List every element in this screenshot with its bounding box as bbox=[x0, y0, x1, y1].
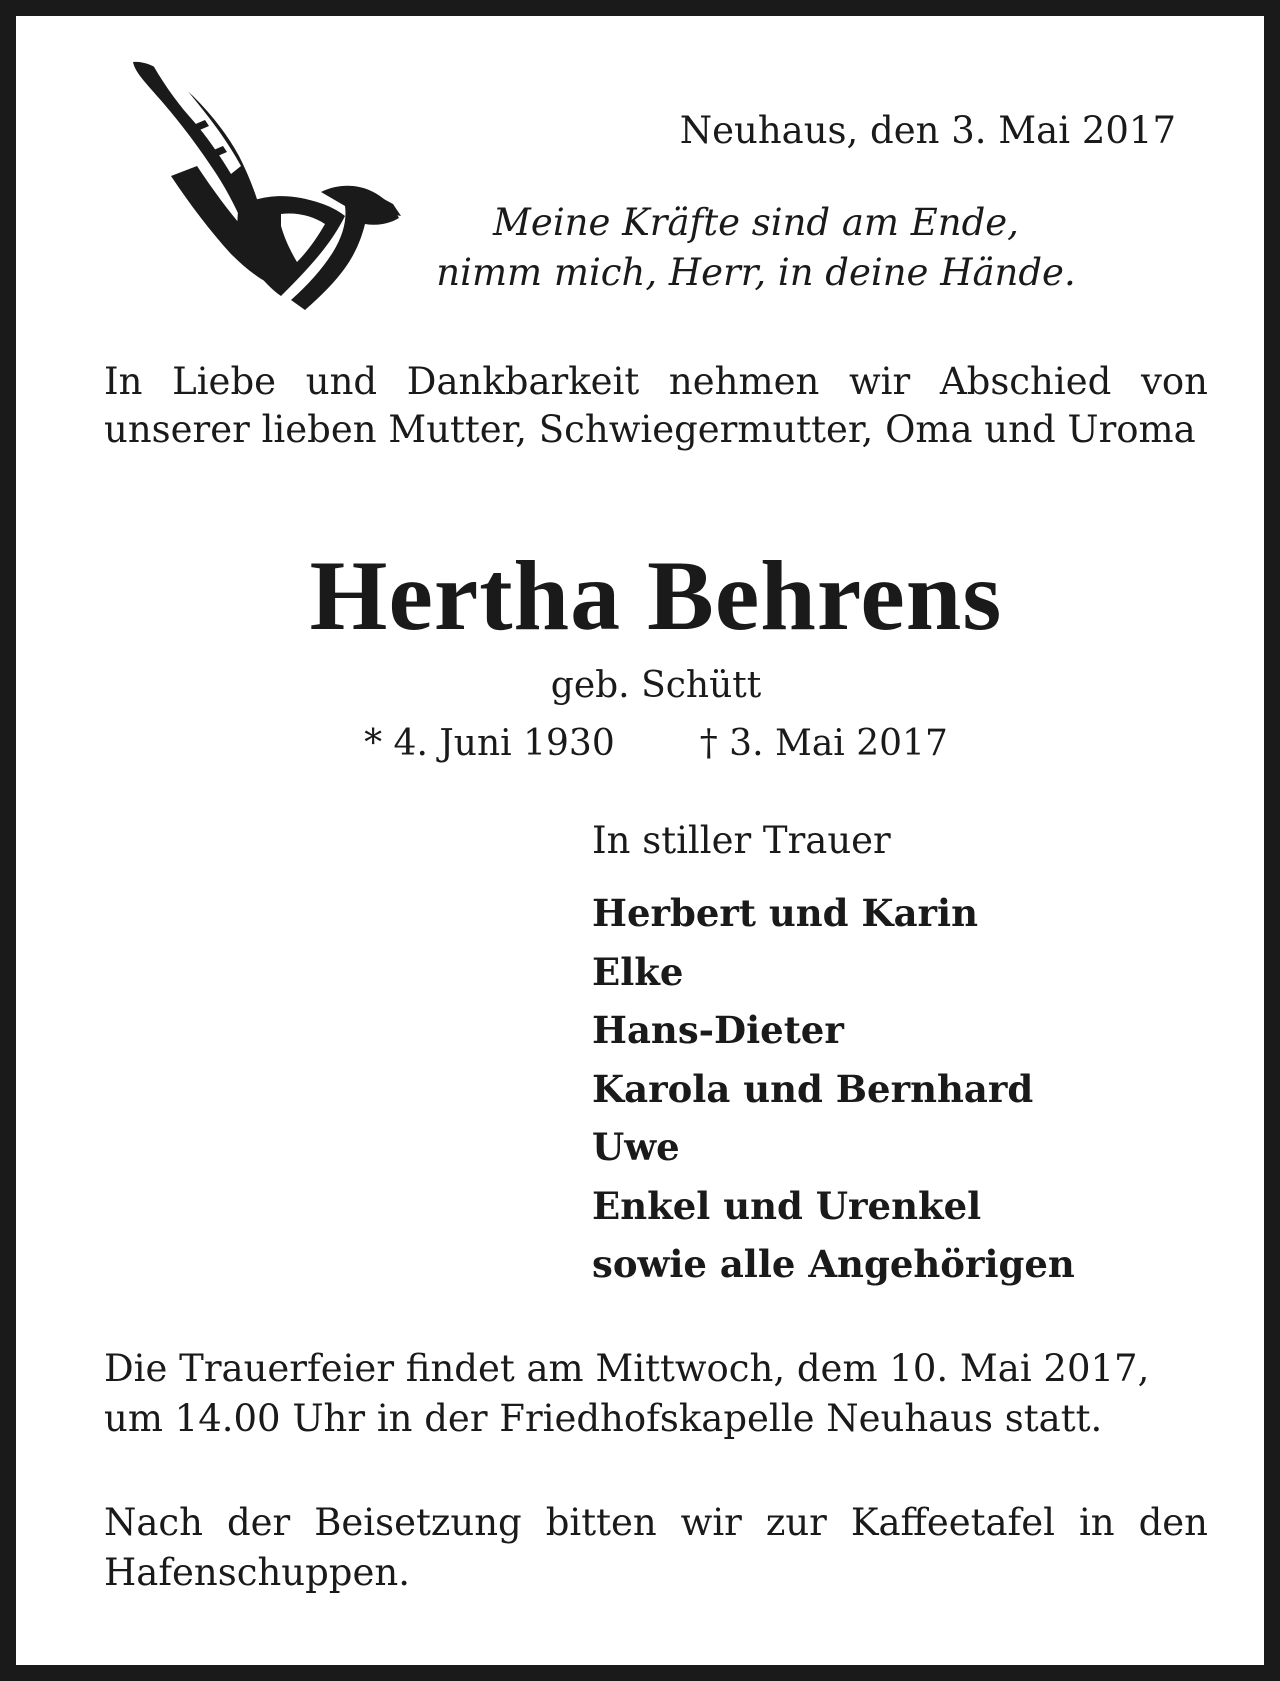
place-date: Neuhaus, den 3. Mai 2017 bbox=[679, 109, 1176, 152]
verse-line-1: Meine Kräfte sind am Ende, bbox=[493, 201, 1019, 244]
intro-text: In Liebe und Dankbarkeit nehmen wir Abschied von unserer lieben Mutter, Schwiegermutter, Oma und Uroma bbox=[104, 360, 1208, 451]
deceased-name: Hertha Behrens bbox=[309, 540, 1003, 651]
birth-date: * 4. Juni 1930 bbox=[364, 723, 615, 764]
verse bbox=[411, 198, 1101, 298]
mourners-title: In stiller Trauer bbox=[592, 819, 891, 862]
life-dates bbox=[16, 719, 1280, 769]
verse-line-2: nimm mich, Herr, in deine Hände. bbox=[436, 251, 1076, 294]
birth-name: geb. Schütt bbox=[550, 665, 762, 706]
mourner-name: Enkel und Urenkel bbox=[592, 1183, 982, 1228]
ceremony-info bbox=[104, 1344, 1208, 1444]
reception-info: Nach der Beisetzung bitten wir zur Kaffeetafel in den Hafenschuppen. bbox=[104, 1501, 1208, 1594]
mourner-name: sowie alle Angehörigen bbox=[592, 1242, 1075, 1286]
mourner-name: Elke bbox=[592, 949, 684, 994]
ceremony-line-2: um 14.00 Uhr in der Friedhofskapelle Neuhaus statt. bbox=[104, 1397, 1103, 1440]
mourners-block bbox=[592, 816, 1075, 1294]
ceremony-line-1: Die Trauerfeier findet am Mittwoch, dem 10. Mai 2017, bbox=[104, 1347, 1150, 1390]
mourner-name: Uwe bbox=[592, 1125, 680, 1169]
death-date: † 3. Mai 2017 bbox=[699, 723, 948, 764]
mourner-name: Herbert und Karin bbox=[592, 891, 979, 935]
mourner-name: Hans-Dieter bbox=[592, 1008, 844, 1052]
mourner-name: Karola und Bernhard bbox=[592, 1066, 1034, 1111]
praying-hands-icon bbox=[131, 56, 411, 321]
